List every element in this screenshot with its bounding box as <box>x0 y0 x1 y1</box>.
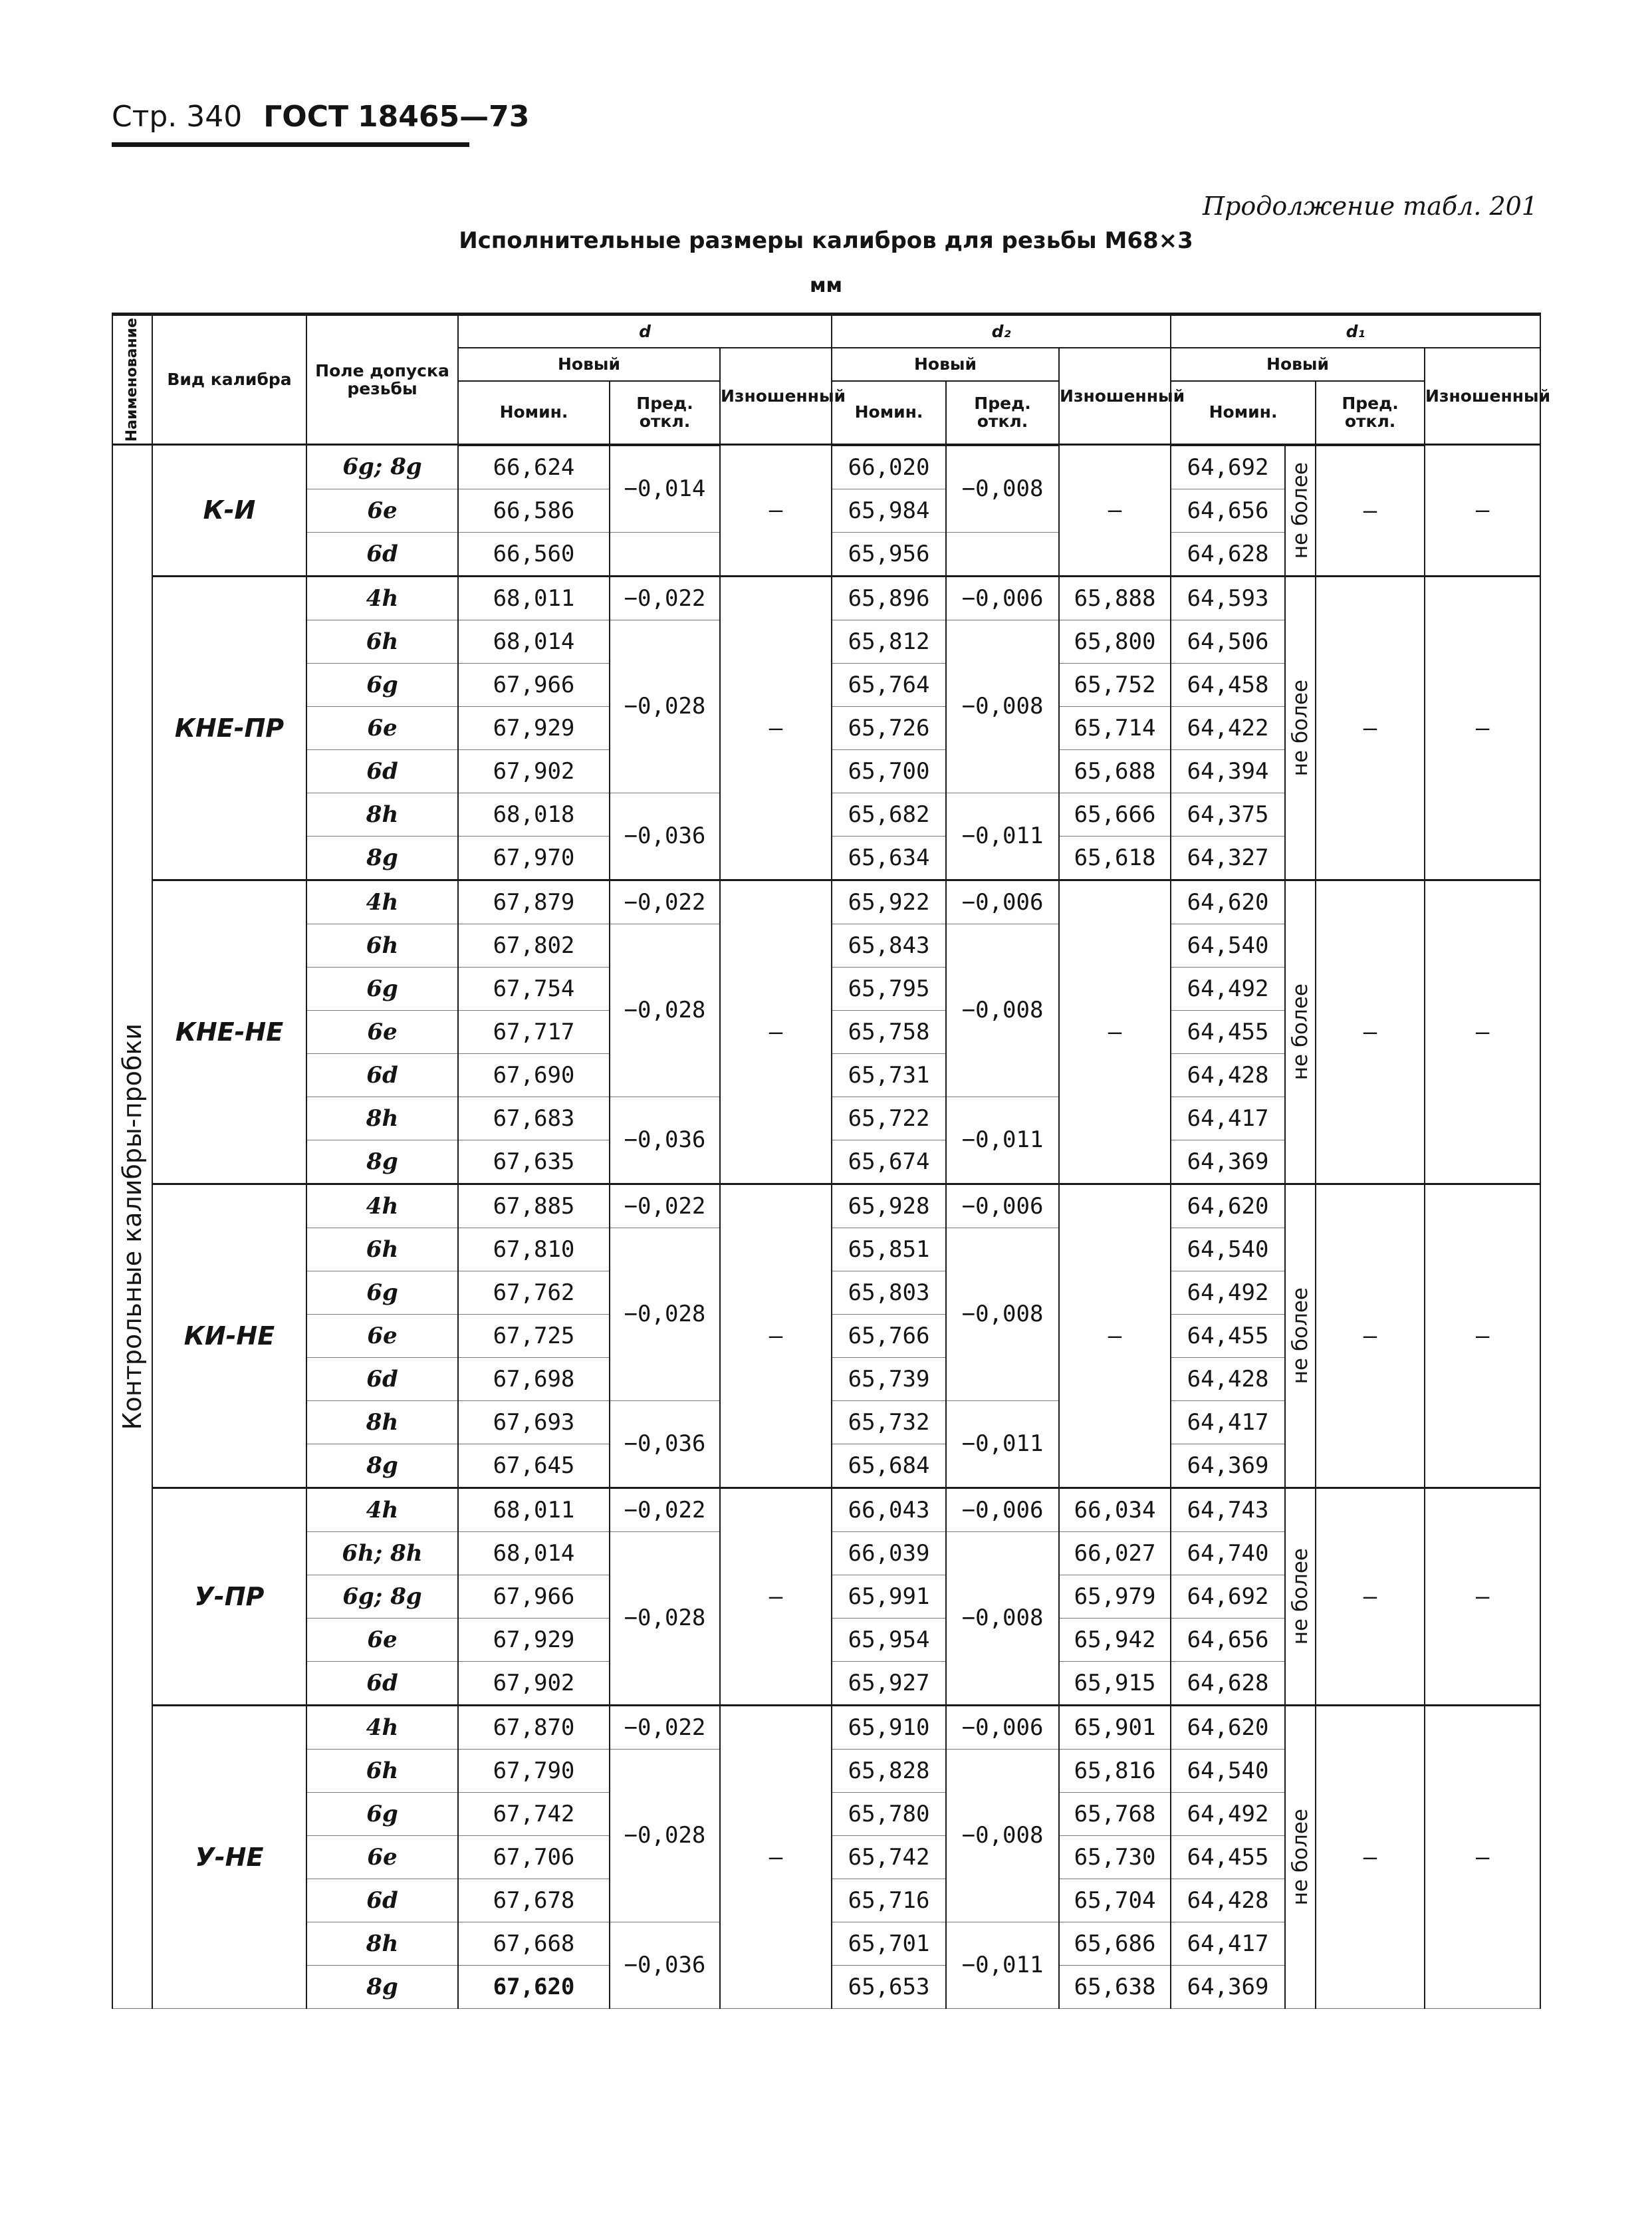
header-d2-limit: Пред. откл. <box>946 381 1059 445</box>
d2-nominal-cell: 65,682 <box>832 793 946 836</box>
d2-nominal-cell: 65,795 <box>832 967 946 1010</box>
d-deviation-cell: −0,036 <box>610 1097 720 1184</box>
d1-nominal-cell: 64,540 <box>1171 1228 1285 1271</box>
d-nominal-cell: 66,560 <box>458 532 610 576</box>
standard-label: ГОСТ <box>263 100 348 134</box>
d-nominal-cell: 67,620 <box>458 1965 610 2008</box>
d-nominal-cell: 66,586 <box>458 489 610 532</box>
d-worn-cell: — <box>720 1488 832 1705</box>
d-worn-cell: — <box>720 576 832 880</box>
d1-nominal-cell: 64,394 <box>1171 749 1285 793</box>
d2-nominal-cell: 65,722 <box>832 1097 946 1140</box>
d2-nominal-cell: 65,732 <box>832 1400 946 1444</box>
not-more-note: не более <box>1285 1705 1316 2008</box>
d2-nominal-cell: 65,851 <box>832 1228 946 1271</box>
d-nominal-cell: 67,902 <box>458 1661 610 1705</box>
d2-worn-cell: 65,768 <box>1059 1792 1171 1835</box>
not-more-note: не более <box>1285 1184 1316 1488</box>
d2-deviation-cell: −0,011 <box>946 1097 1059 1184</box>
tolerance-cell: 6e <box>306 489 458 532</box>
d2-nominal-cell: 66,043 <box>832 1488 946 1531</box>
d2-nominal-cell: 65,634 <box>832 836 946 880</box>
tolerance-cell: 6h <box>306 1749 458 1792</box>
d-nominal-cell: 67,879 <box>458 880 610 924</box>
gauge-name: К-И <box>152 445 306 577</box>
tolerance-cell: 6e <box>306 1010 458 1053</box>
d1-nominal-cell: 64,740 <box>1171 1531 1285 1575</box>
d2-nominal-cell: 65,758 <box>832 1010 946 1053</box>
header-d: d <box>458 315 832 348</box>
d2-nominal-cell: 65,910 <box>832 1705 946 1749</box>
d2-nominal-cell: 65,956 <box>832 532 946 576</box>
d-nominal-cell: 68,014 <box>458 620 610 663</box>
d1-nominal-cell: 64,628 <box>1171 1661 1285 1705</box>
gauge-name: КНЕ-НЕ <box>152 880 306 1184</box>
tolerance-cell: 6d <box>306 1357 458 1400</box>
tolerance-cell: 8h <box>306 793 458 836</box>
d1-nominal-cell: 64,492 <box>1171 1792 1285 1835</box>
d2-nominal-cell: 65,922 <box>832 880 946 924</box>
d2-nominal-cell: 65,653 <box>832 1965 946 2008</box>
header-d1-new: Новый <box>1171 348 1425 381</box>
gauge-name: КНЕ-ПР <box>152 576 306 880</box>
d1-deviation-cell: — <box>1316 445 1425 577</box>
gauge-name: У-НЕ <box>152 1705 306 2008</box>
d2-nominal-cell: 65,803 <box>832 1271 946 1314</box>
d2-deviation-cell: −0,006 <box>946 880 1059 924</box>
d2-nominal-cell: 65,927 <box>832 1661 946 1705</box>
d2-nominal-cell: 65,716 <box>832 1879 946 1922</box>
d1-deviation-cell: — <box>1316 1488 1425 1705</box>
d-nominal-cell: 67,902 <box>458 749 610 793</box>
d2-deviation-cell: −0,008 <box>946 620 1059 793</box>
tolerance-cell: 8h <box>306 1097 458 1140</box>
d1-nominal-cell: 64,492 <box>1171 1271 1285 1314</box>
d-worn-cell: — <box>720 1705 832 2008</box>
d-nominal-cell: 67,790 <box>458 1749 610 1792</box>
tolerance-cell: 6h <box>306 1228 458 1271</box>
d2-nominal-cell: 65,764 <box>832 663 946 706</box>
table-title: Исполнительные размеры калибров для резьбы M68×3 <box>459 227 1193 254</box>
d2-worn-cell: 65,752 <box>1059 663 1171 706</box>
d2-worn-cell: 65,704 <box>1059 1879 1171 1922</box>
d2-deviation-cell: −0,008 <box>946 924 1059 1097</box>
header-d2-new: Новый <box>832 348 1059 381</box>
d1-nominal-cell: 64,375 <box>1171 793 1285 836</box>
d1-nominal-cell: 64,692 <box>1171 1575 1285 1618</box>
d1-nominal-cell: 64,540 <box>1171 924 1285 967</box>
d-nominal-cell: 67,966 <box>458 1575 610 1618</box>
d2-nominal-cell: 65,954 <box>832 1618 946 1661</box>
d1-nominal-cell: 64,540 <box>1171 1749 1285 1792</box>
d-nominal-cell: 67,706 <box>458 1835 610 1879</box>
tolerance-cell: 6d <box>306 749 458 793</box>
d1-worn-cell: — <box>1425 1184 1540 1488</box>
d-nominal-cell: 67,717 <box>458 1010 610 1053</box>
d1-nominal-cell: 64,369 <box>1171 1965 1285 2008</box>
d-nominal-cell: 67,698 <box>458 1357 610 1400</box>
tolerance-cell: 4h <box>306 1488 458 1531</box>
d1-nominal-cell: 64,620 <box>1171 1705 1285 1749</box>
d1-worn-cell: — <box>1425 880 1540 1184</box>
d2-nominal-cell: 66,039 <box>832 1531 946 1575</box>
d1-nominal-cell: 64,428 <box>1171 1053 1285 1097</box>
tolerance-cell: 6d <box>306 1661 458 1705</box>
tolerance-cell: 4h <box>306 576 458 620</box>
d2-worn-cell: 65,638 <box>1059 1965 1171 2008</box>
d2-deviation-cell <box>946 532 1059 576</box>
d1-nominal-cell: 64,422 <box>1171 706 1285 749</box>
tolerance-cell: 8g <box>306 1444 458 1488</box>
d2-nominal-cell: 65,700 <box>832 749 946 793</box>
d2-worn-cell: 65,730 <box>1059 1835 1171 1879</box>
d2-deviation-cell: −0,006 <box>946 576 1059 620</box>
tolerance-cell: 6g <box>306 1271 458 1314</box>
d2-worn-cell: 65,816 <box>1059 1749 1171 1792</box>
d1-nominal-cell: 64,620 <box>1171 880 1285 924</box>
d-deviation-cell: −0,022 <box>610 880 720 924</box>
d1-nominal-cell: 64,620 <box>1171 1184 1285 1228</box>
header-d-new: Новый <box>458 348 720 381</box>
d1-nominal-cell: 64,506 <box>1171 620 1285 663</box>
d2-worn-cell: 65,942 <box>1059 1618 1171 1661</box>
not-more-note: не более <box>1285 576 1316 880</box>
d2-nominal-cell: 66,020 <box>832 445 946 489</box>
d-worn-cell: — <box>720 880 832 1184</box>
tolerance-cell: 6h <box>306 924 458 967</box>
d2-worn-cell: — <box>1059 445 1171 577</box>
d2-worn-cell: 65,686 <box>1059 1922 1171 1965</box>
d-nominal-cell: 67,668 <box>458 1922 610 1965</box>
d2-worn-cell: 65,901 <box>1059 1705 1171 1749</box>
d2-nominal-cell: 65,674 <box>832 1140 946 1184</box>
d2-worn-cell: 65,915 <box>1059 1661 1171 1705</box>
not-more-note: не более <box>1285 445 1316 577</box>
tolerance-cell: 8h <box>306 1400 458 1444</box>
table-row <box>112 1184 1540 1228</box>
category-label: Контрольные калибры-пробки <box>112 445 152 2009</box>
d2-worn-cell: — <box>1059 880 1171 1184</box>
tolerance-cell: 6d <box>306 1879 458 1922</box>
d2-worn-cell: 65,618 <box>1059 836 1171 880</box>
d-nominal-cell: 67,725 <box>458 1314 610 1357</box>
d-nominal-cell: 67,690 <box>458 1053 610 1097</box>
d-deviation-cell: −0,028 <box>610 620 720 793</box>
d-deviation-cell: −0,022 <box>610 1184 720 1228</box>
d2-worn-cell: — <box>1059 1184 1171 1488</box>
d-nominal-cell: 67,693 <box>458 1400 610 1444</box>
d-deviation-cell <box>610 532 720 576</box>
d-nominal-cell: 67,742 <box>458 1792 610 1835</box>
tolerance-cell: 6h <box>306 620 458 663</box>
not-more-note: не более <box>1285 880 1316 1184</box>
tolerance-cell: 6g <box>306 1792 458 1835</box>
d-nominal-cell: 68,011 <box>458 1488 610 1531</box>
d2-nominal-cell: 65,843 <box>832 924 946 967</box>
d-deviation-cell: −0,036 <box>610 1922 720 2008</box>
d2-deviation-cell: −0,008 <box>946 1531 1059 1705</box>
d1-worn-cell: — <box>1425 1488 1540 1705</box>
header-rule <box>112 142 469 147</box>
d-nominal-cell: 66,624 <box>458 445 610 489</box>
header-d1-nominal: Номин. <box>1171 381 1316 445</box>
d2-deviation-cell: −0,011 <box>946 1400 1059 1488</box>
d-nominal-cell: 67,635 <box>458 1140 610 1184</box>
header-d1-limit: Пред. откл. <box>1316 381 1425 445</box>
d1-deviation-cell: — <box>1316 576 1425 880</box>
header-d-nominal: Номин. <box>458 381 610 445</box>
tolerance-cell: 8g <box>306 1140 458 1184</box>
d-nominal-cell: 67,645 <box>458 1444 610 1488</box>
tolerance-cell: 6g <box>306 967 458 1010</box>
header-d1: d₁ <box>1171 315 1540 348</box>
tolerance-cell: 6e <box>306 1618 458 1661</box>
d-worn-cell: — <box>720 1184 832 1488</box>
d-nominal-cell: 68,014 <box>458 1531 610 1575</box>
tolerance-cell: 6g; 8g <box>306 1575 458 1618</box>
d1-worn-cell: — <box>1425 445 1540 577</box>
d1-deviation-cell: — <box>1316 1705 1425 2008</box>
d-nominal-cell: 67,754 <box>458 967 610 1010</box>
d1-nominal-cell: 64,628 <box>1171 532 1285 576</box>
d-deviation-cell: −0,036 <box>610 1400 720 1488</box>
tolerance-cell: 6e <box>306 706 458 749</box>
header-tolerance-field: Поле допуска резьбы <box>306 315 458 445</box>
page-header <box>112 100 529 134</box>
d-nominal-cell: 67,970 <box>458 836 610 880</box>
d-deviation-cell: −0,028 <box>610 1749 720 1922</box>
d2-worn-cell: 65,714 <box>1059 706 1171 749</box>
d2-nominal-cell: 65,828 <box>832 1749 946 1792</box>
d2-nominal-cell: 65,684 <box>832 1444 946 1488</box>
d1-nominal-cell: 64,417 <box>1171 1097 1285 1140</box>
d1-nominal-cell: 64,455 <box>1171 1314 1285 1357</box>
d2-deviation-cell: −0,008 <box>946 445 1059 533</box>
tolerance-cell: 8g <box>306 1965 458 2008</box>
d-nominal-cell: 67,810 <box>458 1228 610 1271</box>
d2-deviation-cell: −0,008 <box>946 1749 1059 1922</box>
header-naming: Наименование <box>112 315 152 445</box>
d-nominal-cell: 68,018 <box>458 793 610 836</box>
d-nominal-cell: 67,683 <box>458 1097 610 1140</box>
table-row <box>112 1705 1540 1749</box>
d1-nominal-cell: 64,417 <box>1171 1400 1285 1444</box>
gauge-name: КИ-НЕ <box>152 1184 306 1488</box>
tolerance-cell: 4h <box>306 1184 458 1228</box>
d1-nominal-cell: 64,656 <box>1171 489 1285 532</box>
d1-nominal-cell: 64,369 <box>1171 1140 1285 1184</box>
tolerance-cell: 6g; 8g <box>306 445 458 489</box>
d2-nominal-cell: 65,701 <box>832 1922 946 1965</box>
d2-deviation-cell: −0,006 <box>946 1488 1059 1531</box>
d-nominal-cell: 67,678 <box>458 1879 610 1922</box>
table-row <box>112 576 1540 620</box>
d-deviation-cell: −0,022 <box>610 1705 720 1749</box>
tolerance-cell: 8h <box>306 1922 458 1965</box>
d2-nominal-cell: 65,812 <box>832 620 946 663</box>
d2-deviation-cell: −0,011 <box>946 1922 1059 2008</box>
d2-nominal-cell: 65,739 <box>832 1357 946 1400</box>
d-nominal-cell: 67,929 <box>458 706 610 749</box>
d2-deviation-cell: −0,011 <box>946 793 1059 880</box>
header-d2-nominal: Номин. <box>832 381 946 445</box>
not-more-note: не более <box>1285 1488 1316 1705</box>
d2-nominal-cell: 65,731 <box>832 1053 946 1097</box>
header-d2: d₂ <box>832 315 1171 348</box>
d1-deviation-cell: — <box>1316 880 1425 1184</box>
d1-nominal-cell: 64,369 <box>1171 1444 1285 1488</box>
d2-worn-cell: 65,688 <box>1059 749 1171 793</box>
d1-nominal-cell: 64,428 <box>1171 1357 1285 1400</box>
d-deviation-cell: −0,028 <box>610 924 720 1097</box>
tolerance-cell: 4h <box>306 880 458 924</box>
d-deviation-cell: −0,028 <box>610 1228 720 1400</box>
header-d1-worn: Изношенный <box>1425 348 1540 445</box>
d2-nominal-cell: 65,726 <box>832 706 946 749</box>
d2-nominal-cell: 65,896 <box>832 576 946 620</box>
d-nominal-cell: 68,011 <box>458 576 610 620</box>
d1-nominal-cell: 64,656 <box>1171 1618 1285 1661</box>
d1-nominal-cell: 64,743 <box>1171 1488 1285 1531</box>
d2-worn-cell: 65,800 <box>1059 620 1171 663</box>
d-nominal-cell: 67,966 <box>458 663 610 706</box>
d-deviation-cell: −0,028 <box>610 1531 720 1705</box>
d2-deviation-cell: −0,006 <box>946 1705 1059 1749</box>
d-nominal-cell: 67,870 <box>458 1705 610 1749</box>
tolerance-cell: 6h; 8h <box>306 1531 458 1575</box>
d2-nominal-cell: 65,780 <box>832 1792 946 1835</box>
d2-worn-cell: 65,888 <box>1059 576 1171 620</box>
d-nominal-cell: 67,802 <box>458 924 610 967</box>
continuation-note: Продолжение табл. 201 <box>1202 192 1538 221</box>
d2-worn-cell: 66,027 <box>1059 1531 1171 1575</box>
d1-nominal-cell: 64,593 <box>1171 576 1285 620</box>
header-d-worn: Изношенный <box>720 348 832 445</box>
d1-nominal-cell: 64,417 <box>1171 1922 1285 1965</box>
gauge-name: У-ПР <box>152 1488 306 1705</box>
header-d2-worn: Изношенный <box>1059 348 1171 445</box>
tolerance-cell: 6e <box>306 1314 458 1357</box>
d1-worn-cell: — <box>1425 576 1540 880</box>
d2-worn-cell: 66,034 <box>1059 1488 1171 1531</box>
d2-nominal-cell: 65,742 <box>832 1835 946 1879</box>
d1-worn-cell: — <box>1425 1705 1540 2008</box>
gauge-dimensions-table <box>112 313 1551 2009</box>
header-d-limit: Пред. откл. <box>610 381 720 445</box>
d1-nominal-cell: 64,455 <box>1171 1835 1285 1879</box>
d2-nominal-cell: 65,991 <box>832 1575 946 1618</box>
tolerance-cell: 6d <box>306 532 458 576</box>
d-nominal-cell: 67,762 <box>458 1271 610 1314</box>
tolerance-cell: 8g <box>306 836 458 880</box>
d2-worn-cell: 65,979 <box>1059 1575 1171 1618</box>
d2-deviation-cell: −0,008 <box>946 1228 1059 1400</box>
d1-nominal-cell: 64,455 <box>1171 1010 1285 1053</box>
tolerance-cell: 6e <box>306 1835 458 1879</box>
header-gauge-type: Вид калибра <box>152 315 306 445</box>
table-row <box>112 1488 1540 1531</box>
d-nominal-cell: 67,885 <box>458 1184 610 1228</box>
d1-nominal-cell: 64,327 <box>1171 836 1285 880</box>
d-nominal-cell: 67,929 <box>458 1618 610 1661</box>
page-number: Стр. 340 <box>112 100 243 134</box>
d2-deviation-cell: −0,006 <box>946 1184 1059 1228</box>
table-row <box>112 445 1540 489</box>
tolerance-cell: 4h <box>306 1705 458 1749</box>
d-worn-cell: — <box>720 445 832 577</box>
d1-nominal-cell: 64,428 <box>1171 1879 1285 1922</box>
d-deviation-cell: −0,022 <box>610 1488 720 1531</box>
d-deviation-cell: −0,036 <box>610 793 720 880</box>
table-unit: мм <box>809 274 843 297</box>
d2-nominal-cell: 65,766 <box>832 1314 946 1357</box>
standard-number: 18465—73 <box>358 100 530 134</box>
d2-nominal-cell: 65,984 <box>832 489 946 532</box>
table-row <box>112 880 1540 924</box>
tolerance-cell: 6d <box>306 1053 458 1097</box>
d1-nominal-cell: 64,692 <box>1171 445 1285 489</box>
d1-deviation-cell: — <box>1316 1184 1425 1488</box>
d1-nominal-cell: 64,492 <box>1171 967 1285 1010</box>
d2-worn-cell: 65,666 <box>1059 793 1171 836</box>
d-deviation-cell: −0,022 <box>610 576 720 620</box>
d-deviation-cell: −0,014 <box>610 445 720 533</box>
d1-nominal-cell: 64,458 <box>1171 663 1285 706</box>
tolerance-cell: 6g <box>306 663 458 706</box>
d2-nominal-cell: 65,928 <box>832 1184 946 1228</box>
